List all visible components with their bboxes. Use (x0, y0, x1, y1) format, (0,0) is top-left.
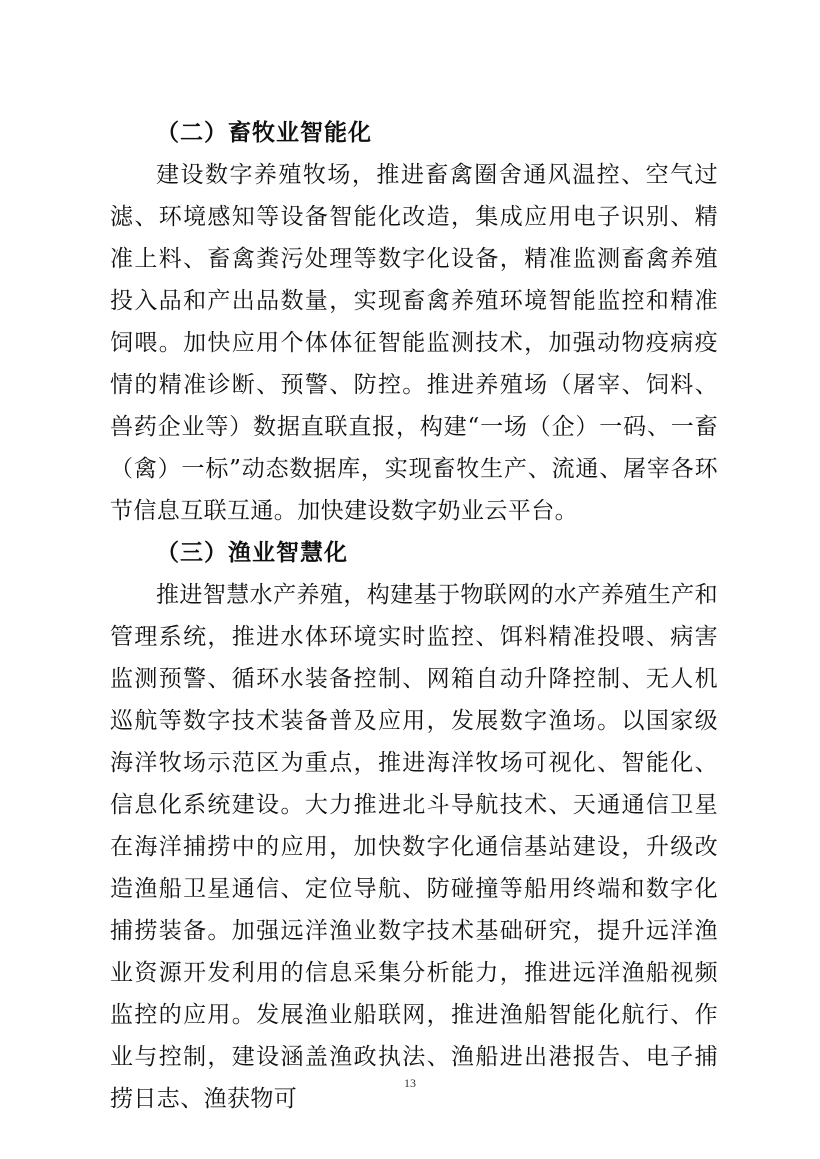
section-heading-fishery: （三）渔业智慧化 (156, 540, 348, 566)
document-body (110, 112, 718, 1120)
page-number: 13 (404, 1076, 416, 1090)
section-heading-livestock: （二）畜牧业智能化 (156, 120, 372, 146)
section-paragraph-livestock: 建设数字养殖牧场，推进畜禽圈舍通风温控、空气过滤、环境感知等设备智能化改造，集成应用电子识别、精准上料、畜禽粪污处理等数字化设备，精准监测畜禽养殖投入品和产出品数量，实现畜禽养殖环境智能监控和精准饲喂。加快应用个体体征智能监测技术，加强动物疫病疫情的精准诊断、预警、防控。推进养殖场（屠宰、饲料、兽药企业等）数据直联直报，构建“一场（企）一码、一畜（禽）一标”动态数据库，实现畜牧生产、流通、屠宰各环节信息互联互通。加快建设数字奶业云平台。 (110, 162, 718, 524)
section-paragraph-fishery: 推进智慧水产养殖，构建基于物联网的水产养殖生产和管理系统，推进水体环境实时监控、饵料精准投喂、病害监测预警、循环水装备控制、网箱自动升降控制、无人机巡航等数字技术装备普及应用，发展数字渔场。以国家级海洋牧场示范区为重点，推进海洋牧场可视化、智能化、信息化系统建设。大力推进北斗导航技术、天通通信卫星在海洋捕捞中的应用，加快数字化通信基站建设，升级改造渔船卫星通信、定位导航、防碰撞等船用终端和数字化捕捞装备。加强远洋渔业数字技术基础研究，提升远洋渔业资源开发利用的信息采集分析能力，推进远洋渔船视频监控的应用。发展渔业船联网，推进渔船智能化航行、作业与控制，建设涵盖渔政执法、渔船进出港报告、电子捕捞日志、渔获物可 (110, 582, 718, 1112)
